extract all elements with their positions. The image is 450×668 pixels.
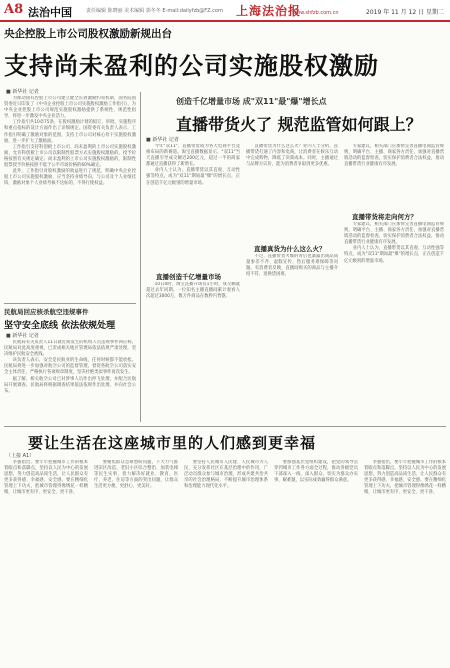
story2-col2b — [246, 254, 338, 422]
story2-col3b — [344, 222, 444, 422]
newspaper-logo: 上海法治报 — [236, 4, 302, 18]
story2-col2 — [246, 144, 338, 240]
story2-paragraph: 业内人士认为，直播带货以其直观、互动性强等特点，成为"双11"期间最"爆"的增长点，正在创造千亿元级别的增量市场。 — [344, 246, 444, 264]
editor-meta: 责任编辑 陈晓丽 美术编辑 郭冬冬 E-mail:dailyfzb@FZ.com — [86, 8, 223, 14]
story2-paragraph: 10日0时，淘宝直播开场仅1小时，成交额就超过去年同期。一位知名主播直播间累计观看人次超过3000万，数万件商品在数秒内售罄。 — [146, 282, 240, 300]
story2-paragraph: 专家建议，相关部门应加快完善直播电商监管规则，明确平台、主播、商家各方责任，加强对直播营销活动的监督检查，切实保护消费者合法权益，推动直播带货行业健康有序发展。 — [344, 222, 444, 246]
sidebar-kicker: 民航局回应核杀航空违规事件 — [4, 308, 89, 316]
story2-paragraph: 直播带货为什么这么火？业内人士分析，直播带货打通了内容和电商，让消费者在娱乐互动中完成购物，降低了决策成本。同时，主播通过与品牌方议价，能为消费者争取到更多优惠。 — [246, 144, 338, 168]
story2-subhead: 直播真货为什么这么火？ — [254, 245, 326, 253]
story2-paragraph: 今年"双11"，直播带货成为各大电商平台竞相布局的新赛道。淘宝直播数据显示，"双11"当天直播引导成交额近200亿元，超过一半的商家都通过直播获得了新增长。 — [146, 144, 240, 168]
story2-kicker: 创造千亿增量市场 成"双11"最"爆"增长点 — [176, 97, 327, 106]
story1-paragraph: 工作指引支持科创板上市公司、尚未盈利的上市公司实施股权激励，允许科创板上市公司以限制性股票方式实施股权激励的，授予价格按照有关规定确定；尚未盈利的上市公司实施股权激励的，限制性股票授予价格按照不低于公平市场价格的60%确定。 — [4, 144, 136, 169]
story2-paragraph: 业内人士认为，直播带货以其直观、互动性强等特点，成为"双11"期间最"爆"的增长点，正在创造千亿元级别的增量市场。 — [146, 168, 240, 186]
sidebar-paragraph: 该负责人表示，安全是民航业的生命线，任何时候都不能放松。民航局将进一步加强对航空公司的监督管理，督促各航空公司落实安全主体责任，严格执行各项规章制度，坚决杜绝类似事件再次发生。 — [4, 358, 136, 376]
story3-byline: （上接 A1） — [6, 453, 35, 459]
story2-paragraph: 不过，直播带货火爆的背后也暴露出商品质量参差不齐、虚假宣传、售后服务难保障等问题。有消费者反映，直播间购买的商品与主播介绍不符，退换货困难。 — [246, 254, 338, 278]
divider — [4, 303, 136, 304]
story3-paragraph: 要加强基层党组织建设，把党的领导贯穿到城市工作各方面全过程，推动各级党员干部深入一线、深入群众，切实为群众办实事、解难题，以实际成效赢得群众满意。 — [274, 460, 358, 484]
story3-paragraph: 李强指出，要牢牢把握城市工作的根本着眼点和落脚点，坚持以人民为中心的发展思想，努力创造高品质生活，让人民群众有更多获得感、幸福感、安全感。要在精细化管理上下功夫，把城市管理得像绣花一样精细，让城市更有序、更安全、更干净。 — [364, 460, 446, 496]
page-number: A8 — [4, 2, 24, 17]
story1-paragraph: 为推动国有控股上市公司建立健全长效激励约束机制，国务院国资委近日印发了《中央企业控股上市公司实施股权激励工作指引》，为中央企业控股上市公司规范实施股权激励提供了系统性、规范性指导，将进一步激发中央企业活力。 — [4, 96, 136, 120]
story1-headline: 支持尚未盈利的公司实施股权激励 — [4, 52, 379, 80]
story3-headline: 要让生活在这座城市里的人们感到更幸福 — [28, 434, 317, 452]
sidebar-headline: 坚守安全底线 依法依规处理 — [4, 321, 116, 331]
story2-col1b — [146, 282, 240, 422]
story2-subhead: 直播带货将走向何方？ — [352, 213, 417, 221]
issue-date: 2019 年 11 月 12 日 星期二 — [366, 9, 444, 16]
masthead — [0, 0, 450, 22]
story2-byline: ■ 新华社 记者 — [146, 137, 179, 143]
story2-col1 — [146, 144, 240, 268]
sidebar-byline: ■ 新华社 记者 — [6, 333, 39, 339]
story1-paragraph: 此外，工作指引对股权激励的收益进行了规范，明确中央企业控股上市公司实施股权激励，应当坚持业绩导向，与公司及个人业绩挂钩，激励对象个人业绩考核不达标的，不得行使权益。 — [4, 169, 136, 187]
story1-kicker: 央企控股上市公司股权激励新规出台 — [4, 28, 172, 40]
story1-paragraph: 工作指引共10章75条，在股权激励计划的拟订、审批、实施程序和重点指标的设计方面作出了详细规定。国资委有关负责人表示，工作指引明确了激励对象的范围，支持上市公司对核心骨干实施股权激励，进一步扩大了激励面。 — [4, 120, 136, 144]
section-title: 法治中国 — [28, 6, 72, 19]
story3-col5 — [364, 460, 446, 664]
story1-byline: ■ 新华社 记者 — [6, 89, 39, 95]
column-rule — [140, 92, 141, 422]
story3-paragraph: 要坚持人民城市人民建、人民城市为人民，充分发挥社区在基层治理中的作用，广泛动员群众参与城市治理，形成共建共治共享的社会治理格局，不断提升城市治理体系和治理能力现代化水平。 — [184, 460, 268, 490]
story2-paragraph: 专家建议，相关部门应加快完善直播电商监管规则，明确平台、主播、商家各方责任，加强对直播营销活动的监督检查，切实保护消费者合法权益，推动直播带货行业健康有序发展。 — [344, 144, 444, 168]
story3-paragraph: 李强指出，要牢牢把握城市工作的根本着眼点和落脚点，坚持以人民为中心的发展思想，努力创造高品质生活，让人民群众有更多获得感、幸福感、安全感。要在精细化管理上下功夫，把城市管理得像绣花一样精细，让城市更有序、更安全、更干净。 — [4, 460, 88, 496]
website-url: www.shfzb.com.cn — [292, 10, 339, 16]
story1-body — [4, 96, 136, 302]
story3-col1 — [4, 460, 88, 664]
sidebar-paragraph: 民航局有关负责人11日就近期发生的机组人员违规事件回应称，民航局对此高度重视，已责成相关地区管理局依法依规严肃处理，坚决维护民航安全底线。 — [4, 340, 136, 358]
divider — [4, 426, 446, 427]
story3-paragraph: 要聚焦群众急难愁盼问题，下大力气推进旧区改造、老旧小区综合整治、加装电梯等民生实事，着力解决好就业、教育、医疗、养老、住房等方面的突出问题，让群众生活更方便、更舒心、更美好。 — [94, 460, 178, 490]
story2-subhead: 直播创造千亿增量市场 — [156, 273, 221, 281]
story3-col3 — [184, 460, 268, 664]
sidebar-body — [4, 340, 136, 422]
story2-col3 — [344, 144, 444, 208]
sidebar-paragraph: 据了解，相关航空公司已对涉事人员作出停飞处理，并配合民航局开展调查。民航局将根据调查结果依法依规作出处理，并向社会公布。 — [4, 376, 136, 394]
story2-headline: 直播带货火了 规范监管如何跟上？ — [176, 115, 422, 134]
story3-col2 — [94, 460, 178, 664]
story3-col4 — [274, 460, 358, 664]
